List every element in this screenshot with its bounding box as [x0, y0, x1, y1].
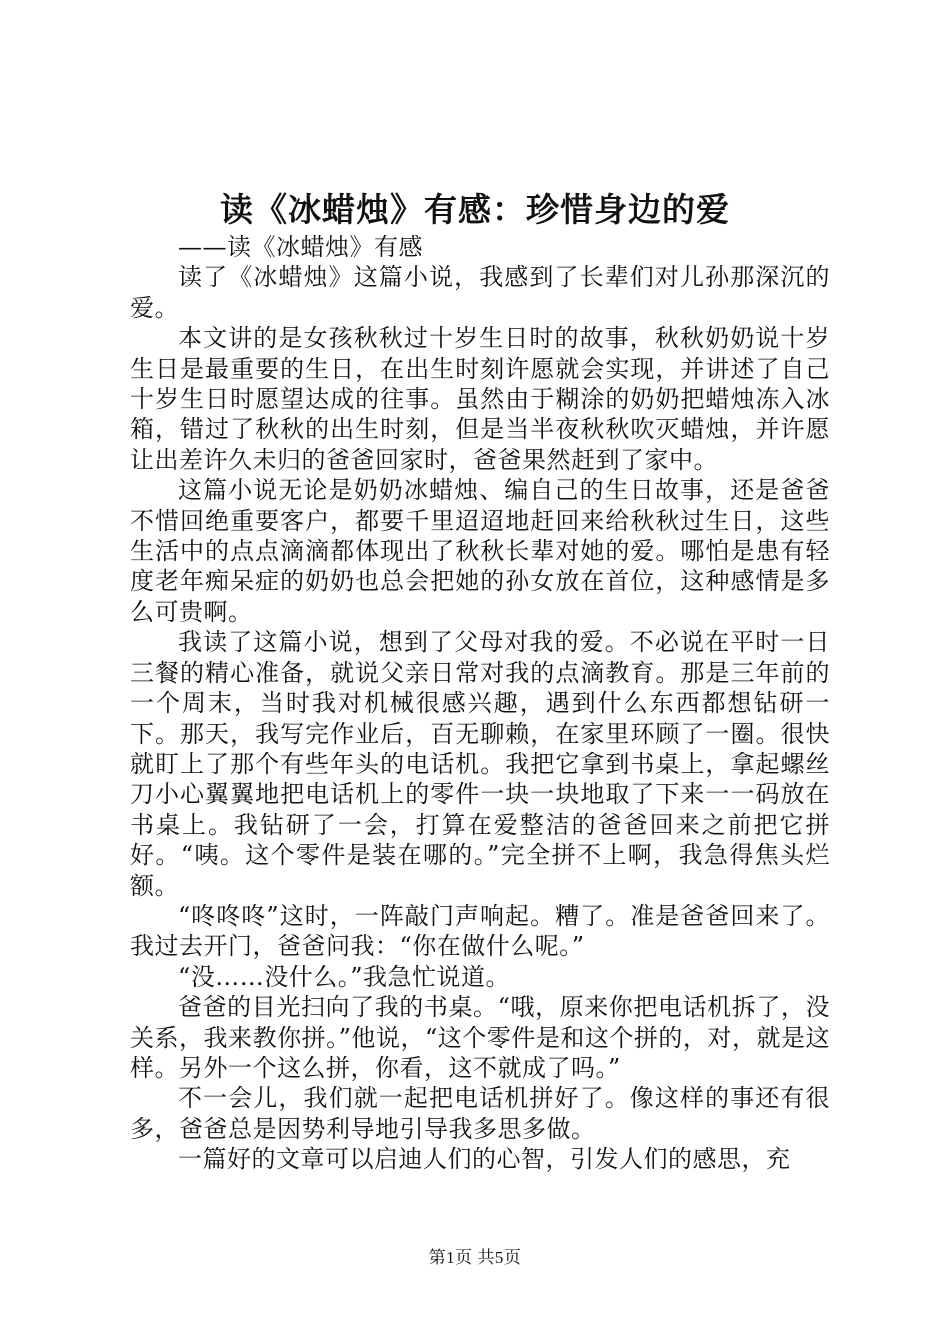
paragraph: 一篇好的文章可以启迪人们的心智，引发人们的感思，充	[178, 1145, 791, 1174]
paragraph: “咚咚咚”这时，一阵敲门声响起。糟了。准是爸爸回来了。我过去开门，爸爸问我：“你在做什么呢。”	[130, 901, 830, 961]
page-number: 第1页 共5页	[428, 1248, 522, 1267]
paragraph: 读了《冰蜡烛》这篇小说，我感到了长辈们对儿孙那深沉的爱。	[130, 263, 830, 322]
paragraph: 爸爸的目光扫向了我的书桌。“哦，原来你把电话机拆了，没关系，我来教你拼。”他说，“这个零件是和这个拼的，对，就是这样。另外一个这么拼，你看，这不就成了吗。”	[130, 993, 830, 1082]
page-title: 读《冰蜡烛》有感：珍惜身边的爱	[220, 190, 730, 229]
paragraph: 我读了这篇小说，想到了父母对我的爱。不必说在平时一日三餐的精心准备，就说父亲日常对我的点滴教育。那是三年前的一个周末，当时我对机械很感兴趣，遇到什么东西都想钻研一下。那天，我写完作业后，百无聊赖，在家里环顾了一圈。很快就盯上了那个有些年头的电话机。我把它拿到书桌上，拿起螺丝刀小心翼翼地把电话机上的零件一块一块地取了下来一一码放在书桌上。我钻研了一会，打算在爱整洁的爸爸回来之前把它拼好。“咦。这个零件是装在哪的。”完全拼不上啊，我急得焦头烂额。	[130, 628, 830, 900]
paragraph: “没……没什么。”我急忙说道。	[178, 962, 511, 991]
paragraph: 这篇小说无论是奶奶冰蜡烛、编自己的生日故事，还是爸爸不惜回绝重要客户，都要千里迢迢地赶回来给秋秋过生日，这些生活中的点点滴滴都体现出了秋秋长辈对她的爱。哪怕是患有轻度老年痴呆症的奶奶也总会把她的孙女放在首位，这种感情是多么可贵啊。	[130, 476, 830, 626]
subtitle: ——读《冰蜡烛》有感	[178, 233, 423, 261]
article-body	[130, 232, 830, 1175]
paragraph: 本文讲的是女孩秋秋过十岁生日时的故事，秋秋奶奶说十岁生日是最重要的生日，在出生时刻许愿就会实现，并讲述了自己十岁生日时愿望达成的往事。虽然由于糊涂的奶奶把蜡烛冻入冰箱，错过了秋秋的出生时刻，但是当半夜秋秋吹灭蜡烛，并许愿让出差许久未归的爸爸回家时，爸爸果然赶到了家中。	[130, 324, 830, 474]
paragraph: 不一会儿，我们就一起把电话机拼好了。像这样的事还有很多，爸爸总是因势利导地引导我多思多做。	[130, 1084, 830, 1143]
